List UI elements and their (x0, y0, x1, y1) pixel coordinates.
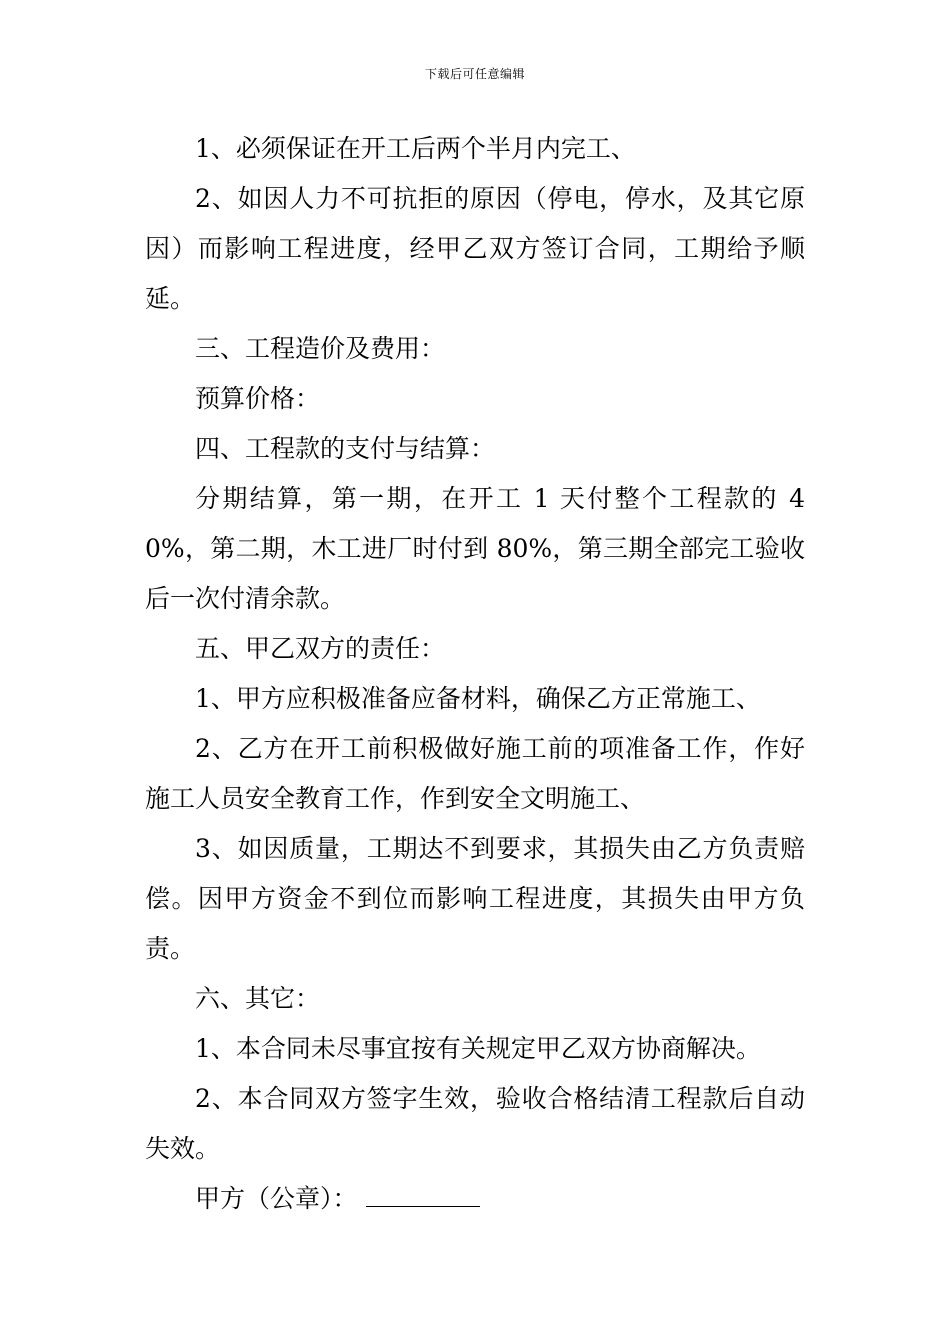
clause-completion-deadline: 1、必须保证在开工后两个半月内完工、 (195, 134, 636, 163)
signature-party-a (145, 1174, 805, 1224)
section-heading-other: 六、其它： (195, 984, 321, 1013)
clause-force-majeure: 2、如因人力不可抗拒的原因（停电，停水，及其它原因）而影响工程进度，经甲乙双方签订合同，工期给予顺延。 (145, 184, 805, 313)
clause-liability: 3、如因质量，工期达不到要求，其损失由乙方负责赔偿。因甲方资金不到位而影响工程进度，其损失由甲方负责。 (145, 834, 805, 963)
document-body (145, 124, 805, 1224)
section-heading-responsibilities: 五、甲乙双方的责任： (195, 634, 446, 663)
party-a-seal-label: 甲方（公章）： (195, 1184, 358, 1213)
clause-party-a-materials: 1、甲方应积极准备应备材料，确保乙方正常施工、 (195, 684, 761, 713)
clause-effectiveness: 2、本合同双方签字生效，验收合格结清工程款后自动失效。 (145, 1084, 805, 1163)
header-note: 下载后可任意编辑 (424, 67, 525, 81)
clause-installment-payment: 分期结算，第一期，在开工 1 天付整个工程款的 40%，第二期，木工进厂时付到 80%，第三期全部完工验收后一次付清余款。 (145, 484, 805, 613)
budget-price-label: 预算价格： (195, 384, 321, 413)
clause-unresolved-matters: 1、本合同未尽事宜按有关规定甲乙双方协商解决。 (195, 1034, 761, 1063)
section-heading-payment: 四、工程款的支付与结算： (195, 434, 496, 463)
section-heading-cost: 三、工程造价及费用： (195, 334, 446, 363)
clause-party-b-preparation: 2、乙方在开工前积极做好施工前的项准备工作，作好施工人员安全教育工作，作到安全文明施工、 (145, 734, 805, 813)
party-a-signature-line (366, 1180, 480, 1207)
